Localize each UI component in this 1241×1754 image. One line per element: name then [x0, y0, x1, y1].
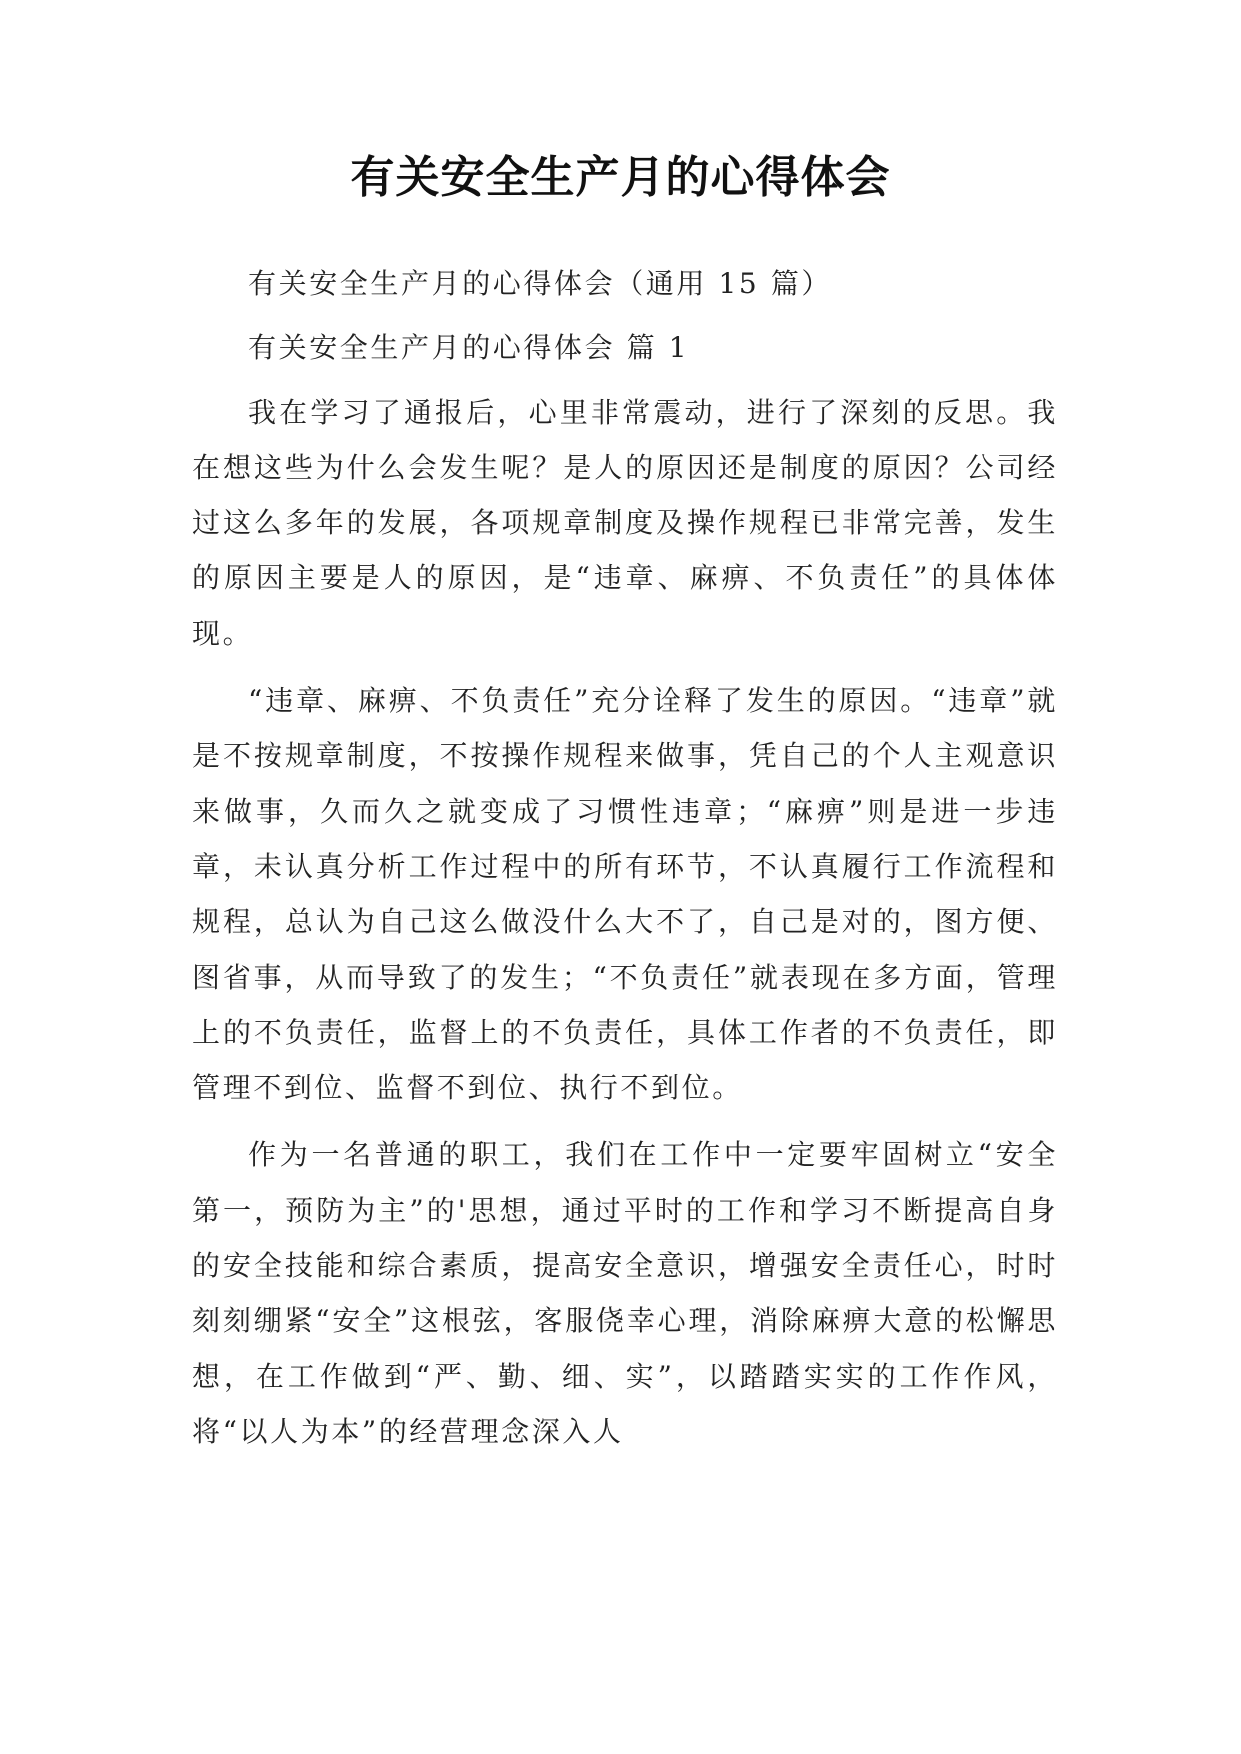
- document-body: [192, 256, 1058, 1471]
- document-title: 有关安全生产月的心得体会: [350, 152, 891, 203]
- paragraph: 作为一名普通的职工，我们在工作中一定要牢固树立“安全第一，预防为主”的'思想，通过平时的工作和学习不断提高自身的安全技能和综合素质，提高安全意识，增强安全责任心，时时刻刻绷紧“安全”这根弦，客服侥幸心理，消除麻痹大意的松懈思想，在工作做到“严、勤、细、实”，以踏踏实实的工作作风，将“以人为本”的经营理念深入人: [192, 1138, 1058, 1448]
- paragraph: 我在学习了通报后，心里非常震动，进行了深刻的反思。我在想这些为什么会发生呢？是人的原因还是制度的原因？公司经过这么多年的发展，各项规章制度及操作规程已非常完善，发生的原因主要是人的原因，是“违章、麻痹、不负责任”的具体体现。: [192, 395, 1058, 650]
- document-subtitle: 有关安全生产月的心得体会（通用 15 篇）: [248, 267, 833, 300]
- paragraph: “违章、麻痹、不负责任”充分诠释了发生的原因。“违章”就是不按规章制度，不按操作规程来做事，凭自己的个人主观意识来做事，久而久之就变成了习惯性违章；“麻痹”则是进一步违章，未认真分析工作过程中的所有环节，不认真履行工作流程和规程，总认为自己这么做没什么大不了，自己是对的，图方便、图省事，从而导致了的发生；“不负责任”就表现在多方面，管理上的不负责任，监督上的不负责任，具体工作者的不负责任，即管理不到位、监督不到位、执行不到位。: [192, 684, 1058, 1105]
- section-heading: 有关安全生产月的心得体会 篇 1: [248, 331, 690, 365]
